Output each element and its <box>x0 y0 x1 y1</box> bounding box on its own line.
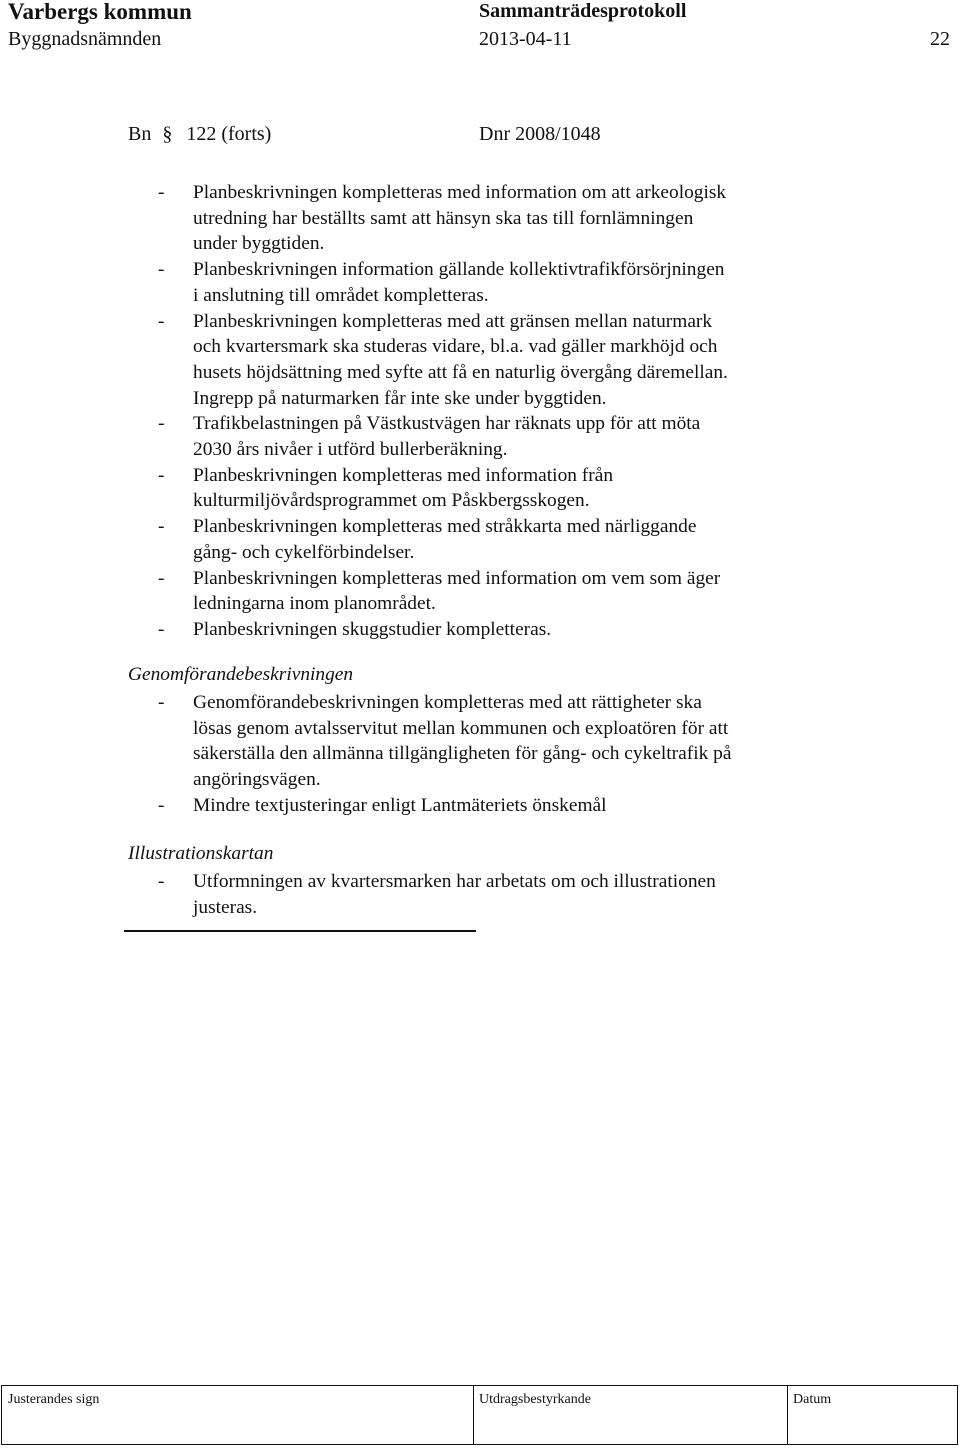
list-item-line: Planbeskrivningen kompletteras med information om att arkeologisk <box>193 182 727 203</box>
date-cell <box>787 1386 957 1444</box>
list-item-line: husets höjdsättning med syfte att få en naturlig övergång däremellan. <box>193 361 728 383</box>
list-item-line: Trafikbelastningen på Västkustvägen har räknats upp för att möta <box>193 413 701 435</box>
list-item-line: i anslutning till området kompletteras. <box>193 284 489 306</box>
genomforande-list <box>158 690 848 819</box>
extract-label: Utdragsbestyrkande <box>479 1392 591 1407</box>
list-item-line: 2030 års nivåer i utförd bullerberäkning. <box>193 439 508 461</box>
meeting-date: 2013-04-11 <box>479 28 572 50</box>
signature-cell <box>2 1386 474 1444</box>
closing-rule <box>124 930 476 932</box>
bullet-dash: - <box>158 871 165 892</box>
bullet-dash: - <box>158 618 165 640</box>
bullet-dash: - <box>158 413 165 435</box>
paragraph-prefix: Bn <box>128 123 152 145</box>
planbeskrivning-list <box>158 180 848 643</box>
list-item <box>158 411 848 462</box>
list-item-line: Planbeskrivningen kompletteras med att gränsen mellan naturmark <box>193 310 713 332</box>
list-item <box>158 690 848 793</box>
list-item-line: säkerställa den allmänna tillgängligheten för gång- och cykeltrafik på <box>193 743 732 765</box>
list-item <box>158 566 848 617</box>
paragraph-number: 122 (forts) <box>186 123 272 145</box>
list-item-line: utredning har beställts samt att hänsyn ska tas till fornlämningen <box>193 207 694 229</box>
illustration-heading: Illustrationskartan <box>128 843 274 864</box>
list-item-line: Utformningen av kvartersmarken har arbetats om och illustrationen <box>193 871 716 892</box>
organization-name: Varbergs kommun <box>8 0 192 24</box>
date-label: Datum <box>793 1392 832 1407</box>
list-item-line: Planbeskrivningen kompletteras med information om vem som äger <box>193 567 721 589</box>
bullet-dash: - <box>158 794 165 816</box>
list-item-line: angöringsvägen. <box>193 769 321 791</box>
list-item <box>158 869 848 920</box>
list-item <box>158 257 848 308</box>
list-item <box>158 793 848 819</box>
list-item-line: Planbeskrivningen kompletteras med stråkkarta med närliggande <box>193 516 697 538</box>
list-item-line: Planbeskrivningen skuggstudier kompletteras. <box>193 618 552 640</box>
genomforande-heading: Genomförandebeskrivningen <box>128 664 354 685</box>
bullet-dash: - <box>158 259 165 281</box>
list-item-line: ledningarna inom planområdet. <box>193 593 436 615</box>
page-number: 22 <box>930 28 950 50</box>
bullet-dash: - <box>158 516 165 538</box>
signature-table <box>1 1385 958 1445</box>
list-item-line: Planbeskrivningen kompletteras med information från <box>193 464 614 486</box>
list-item-line: gång- och cykelförbindelser. <box>193 541 415 563</box>
list-item-line: Genomförandebeskrivningen kompletteras med att rättigheter ska <box>193 692 702 713</box>
bullet-dash: - <box>158 567 165 589</box>
paragraph-reference <box>128 123 271 146</box>
extract-cell <box>473 1386 788 1444</box>
list-item-line: kulturmiljövårdsprogrammet om Påskbergsskogen. <box>193 490 590 512</box>
committee-name: Byggnadsnämnden <box>8 28 162 50</box>
list-item <box>158 514 848 565</box>
list-item-line: under byggtiden. <box>193 233 325 255</box>
section-sign: § <box>162 123 173 145</box>
list-item-line: Mindre textjusteringar enligt Lantmäteriets önskemål <box>193 794 607 816</box>
list-item-line: och kvartersmark ska studeras vidare, bl.a. vad gäller markhöjd och <box>193 336 718 358</box>
list-item <box>158 617 848 643</box>
list-item-line: lösas genom avtalsservitut mellan kommunen och exploatören för att <box>193 717 729 739</box>
bullet-dash: - <box>158 692 165 713</box>
list-item <box>158 463 848 514</box>
bullet-dash: - <box>158 464 165 486</box>
diary-number: Dnr 2008/1048 <box>479 123 601 145</box>
sign-label: Justerandes sign <box>8 1392 100 1407</box>
list-item-line: Planbeskrivningen information gällande kollektivtrafikförsörjningen <box>193 259 725 281</box>
bullet-dash: - <box>158 310 165 332</box>
list-item-line: Ingrepp på naturmarken får inte ske under byggtiden. <box>193 387 607 409</box>
list-item <box>158 180 848 257</box>
list-item-line: justeras. <box>193 896 258 918</box>
illustration-list <box>158 869 848 920</box>
bullet-dash: - <box>158 182 165 203</box>
list-item <box>158 309 848 412</box>
document-type: Sammanträdesprotokoll <box>479 0 687 22</box>
